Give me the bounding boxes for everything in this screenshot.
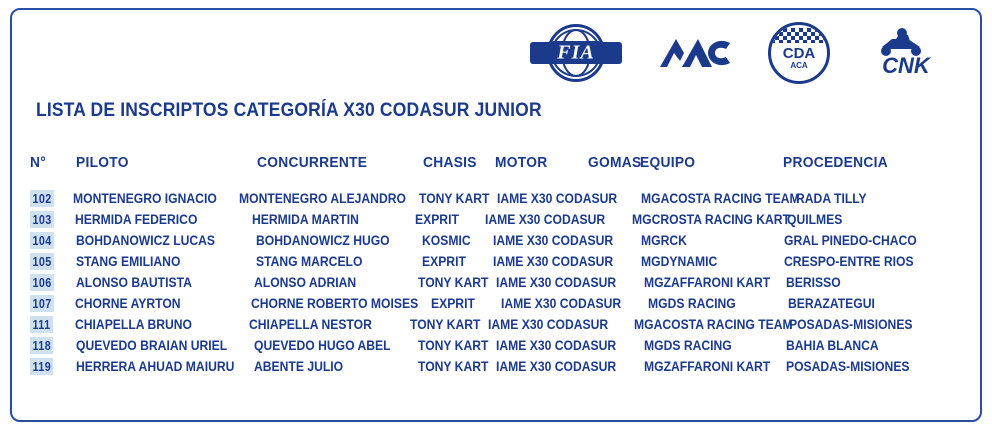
aca-mark-icon bbox=[654, 31, 734, 75]
cell-team: MGZAFFARONI KART bbox=[643, 359, 771, 374]
cell-origin: GRAL PINEDO-CHACO bbox=[784, 233, 917, 248]
cnk-logo bbox=[860, 24, 952, 82]
cda-logo-text: CDA bbox=[782, 45, 816, 62]
table-row bbox=[30, 356, 950, 377]
cell-engine: IAME X30 CODASUR bbox=[487, 317, 608, 332]
table-row bbox=[30, 230, 950, 251]
table-row bbox=[30, 314, 950, 335]
cell-driver: HERMIDA FEDERICO bbox=[75, 212, 198, 227]
cell-origin: RADA TILLY bbox=[796, 191, 868, 206]
cell-team: MGDYNAMIC bbox=[641, 254, 718, 269]
cell-engine: IAME X30 CODASUR bbox=[501, 296, 622, 311]
cell-entrant: CHORNE ROBERTO MOISES bbox=[250, 296, 419, 311]
cda-logo bbox=[764, 24, 834, 82]
cell-engine: IAME X30 CODASUR bbox=[496, 338, 617, 353]
cell-team: MGDS RACING bbox=[643, 338, 732, 353]
fia-logo bbox=[528, 24, 624, 82]
column-header-entrant: CONCURRENTE bbox=[256, 155, 368, 171]
cell-number bbox=[30, 295, 71, 312]
fia-logo-text: FIA bbox=[557, 41, 595, 64]
table-row bbox=[30, 209, 950, 230]
number-badge: 105 bbox=[30, 253, 54, 270]
cell-chassis: EXPRIT bbox=[414, 212, 459, 227]
cell-engine: IAME X30 CODASUR bbox=[485, 212, 606, 227]
cell-team: MGACOSTA RACING TEAM bbox=[641, 191, 801, 206]
cell-entrant: CHIAPELLA NESTOR bbox=[248, 317, 372, 332]
column-header-team: EQUIPO bbox=[639, 155, 696, 171]
cda-logo-subtext: ACA bbox=[790, 61, 808, 70]
cell-engine: IAME X30 CODASUR bbox=[493, 254, 614, 269]
table-row bbox=[30, 293, 950, 314]
logo-strip bbox=[528, 22, 952, 84]
cell-number bbox=[30, 316, 70, 333]
cell-origin: BERAZATEGUI bbox=[787, 296, 875, 311]
cell-number bbox=[30, 211, 71, 228]
column-header-engine: MOTOR bbox=[495, 155, 548, 171]
cell-entrant: ABENTE JULIO bbox=[253, 359, 343, 374]
number-badge: 104 bbox=[30, 232, 54, 249]
cell-entrant: MONTENEGRO ALEJANDRO bbox=[239, 191, 407, 206]
cell-entrant: ALONSO ADRIAN bbox=[253, 275, 357, 290]
column-header-chassis: CHASIS bbox=[423, 155, 478, 171]
cell-entrant: BOHDANOWICZ HUGO bbox=[255, 233, 390, 248]
cell-number bbox=[30, 190, 68, 207]
number-badge: 103 bbox=[30, 211, 54, 228]
cell-chassis: TONY KART bbox=[418, 359, 489, 374]
cell-team: MGDS RACING bbox=[648, 296, 736, 311]
number-badge: 107 bbox=[30, 295, 54, 312]
cell-number bbox=[30, 232, 71, 249]
cell-driver: CHIAPELLA BRUNO bbox=[74, 317, 192, 332]
cell-chassis: KOSMIC bbox=[421, 233, 471, 248]
table-row bbox=[30, 335, 950, 356]
column-header-driver: PILOTO bbox=[76, 155, 130, 171]
cell-team: MGCROSTA RACING KART bbox=[632, 212, 791, 227]
column-header-tyres: GOMAS bbox=[587, 155, 642, 171]
cell-engine: IAME X30 CODASUR bbox=[493, 233, 614, 248]
cell-origin: BAHIA BLANCA bbox=[785, 338, 879, 353]
cell-chassis: EXPRIT bbox=[421, 254, 466, 269]
cell-origin: CRESPO-ENTRE RIOS bbox=[784, 254, 914, 269]
cell-origin: POSADAS-MISIONES bbox=[789, 317, 913, 332]
cell-driver: CHORNE AYRTON bbox=[75, 296, 181, 311]
aca-logo bbox=[650, 24, 738, 82]
cell-engine: IAME X30 CODASUR bbox=[496, 359, 617, 374]
table-body bbox=[30, 188, 950, 377]
cell-number bbox=[30, 253, 71, 270]
table-row bbox=[30, 251, 950, 272]
cell-chassis: TONY KART bbox=[418, 338, 489, 353]
column-header-origin: PROCEDENCIA bbox=[783, 155, 889, 171]
cell-driver: ALONSO BAUTISTA bbox=[75, 275, 192, 290]
number-badge: 119 bbox=[30, 358, 54, 375]
cell-origin: BERISSO bbox=[785, 275, 841, 290]
number-badge: 106 bbox=[30, 274, 54, 291]
cell-team: MGZAFFARONI KART bbox=[643, 275, 771, 290]
cell-entrant: HERMIDA MARTIN bbox=[251, 212, 359, 227]
cell-chassis: TONY KART bbox=[419, 191, 490, 206]
table-header-row bbox=[30, 150, 950, 176]
table-row bbox=[30, 272, 950, 293]
table-row bbox=[30, 188, 950, 209]
cell-origin: POSADAS-MISIONES bbox=[785, 359, 910, 374]
column-header-number: N° bbox=[30, 155, 47, 171]
cell-engine: IAME X30 CODASUR bbox=[497, 191, 618, 206]
entry-table bbox=[30, 150, 950, 377]
cell-driver: STANG EMILIANO bbox=[76, 254, 181, 269]
cell-entrant: STANG MARCELO bbox=[255, 254, 363, 269]
cell-driver: BOHDANOWICZ LUCAS bbox=[76, 233, 216, 248]
cell-team: MGRCK bbox=[641, 233, 688, 248]
page-title: LISTA DE INSCRIPTOS CATEGORÍA X30 CODASUR JUNIOR bbox=[36, 100, 542, 121]
number-badge: 118 bbox=[30, 337, 54, 354]
cell-origin: QUILMES bbox=[787, 212, 843, 227]
cell-driver: HERRERA AHUAD MAIURU bbox=[75, 359, 235, 374]
cell-chassis: TONY KART bbox=[409, 317, 481, 332]
cell-number bbox=[30, 337, 71, 354]
number-badge: 102 bbox=[30, 190, 54, 207]
cell-chassis: EXPRIT bbox=[430, 296, 475, 311]
cell-driver: MONTENEGRO IGNACIO bbox=[72, 191, 217, 206]
checkered-flag-icon bbox=[771, 28, 827, 43]
cell-team: MGACOSTA RACING TEAM bbox=[634, 317, 793, 332]
cell-number bbox=[30, 274, 71, 291]
cell-chassis: TONY KART bbox=[418, 275, 489, 290]
cell-entrant: QUEVEDO HUGO ABEL bbox=[253, 338, 391, 353]
cell-number bbox=[30, 358, 71, 375]
number-badge: 111 bbox=[30, 316, 53, 333]
cnk-logo-text: CNK bbox=[882, 53, 930, 78]
cell-engine: IAME X30 CODASUR bbox=[496, 275, 617, 290]
cell-driver: QUEVEDO BRAIAN URIEL bbox=[75, 338, 227, 353]
